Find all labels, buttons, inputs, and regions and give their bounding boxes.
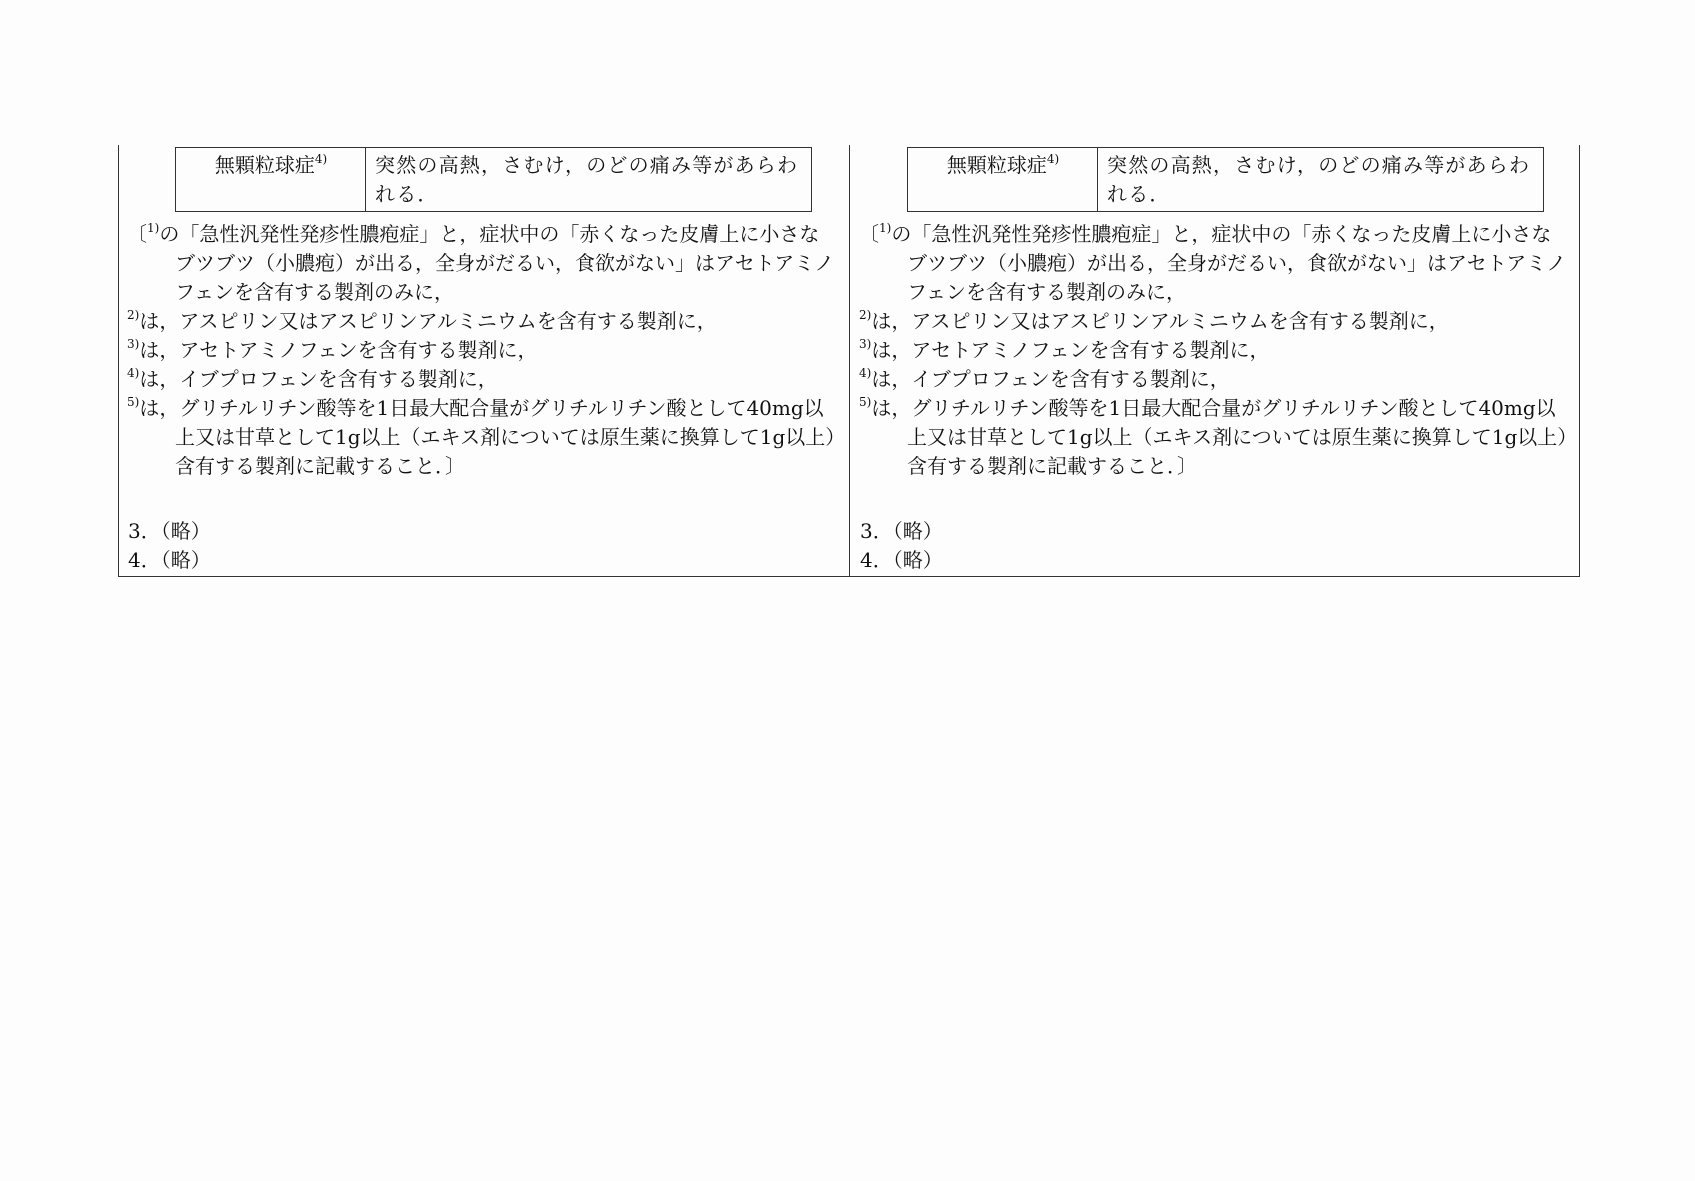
- note-4: [127, 365, 839, 394]
- section-list: [128, 517, 211, 575]
- symptom-table: [907, 147, 1544, 212]
- note-2: [859, 307, 1571, 336]
- note-text: は，グリチルリチン酸等を1日最大配合量がグリチルリチン酸として40mg以上又は甘草として1g以上（エキス剤については原生薬に換算して1g以上）含有する製剤に記載すること．〕: [871, 396, 1568, 478]
- footnote-ref: 3): [127, 337, 140, 351]
- section-3: 3．（略）: [860, 519, 943, 543]
- table-row: [908, 148, 1544, 212]
- symptom-description: 突然の高熱，さむけ，のどの痛み等があらわれる．: [1098, 148, 1544, 212]
- footnotes: [859, 220, 1571, 481]
- footnote-ref: 4): [859, 366, 872, 380]
- note-text: は，アセトアミノフェンを含有する製剤に，: [139, 338, 538, 362]
- section-list: [860, 517, 943, 575]
- open-bracket: 〔: [859, 222, 879, 246]
- note-1: [859, 220, 1571, 307]
- footnote-ref: 2): [127, 308, 140, 322]
- note-1: [127, 220, 839, 307]
- left-column: [118, 145, 849, 577]
- section-3: 3．（略）: [128, 519, 211, 543]
- section-4: 4．（略）: [128, 548, 211, 572]
- footnote-ref: 1): [879, 221, 892, 235]
- note-2: [127, 307, 839, 336]
- symptom-table: [175, 147, 812, 212]
- note-text: は，イブプロフェンを含有する製剤に，: [139, 367, 498, 391]
- note-text: は，グリチルリチン酸等を1日最大配合量がグリチルリチン酸として40mg以上又は甘草として1g以上（エキス剤については原生薬に換算して1g以上）含有する製剤に記載すること．〕: [139, 396, 836, 478]
- note-text: は，アスピリン又はアスピリンアルミニウムを含有する製剤に，: [139, 309, 717, 333]
- table-row: [176, 148, 812, 212]
- footnote-ref: 4): [127, 366, 140, 380]
- footnotes: [127, 220, 839, 481]
- right-column: [849, 145, 1580, 577]
- section-4: 4．（略）: [860, 548, 943, 572]
- footnote-ref: 5): [859, 395, 872, 409]
- symptom-name-cell: [908, 148, 1098, 212]
- footnote-ref: 1): [147, 221, 160, 235]
- symptom-name: 無顆粒球症: [946, 153, 1047, 177]
- footnote-ref: 5): [127, 395, 140, 409]
- symptom-name: 無顆粒球症: [214, 153, 315, 177]
- note-text: の「急性汎発性発疹性膿疱症」と，症状中の「赤くなった皮膚上に小さなブツブツ（小膿疱）が出る，全身がだるい，食欲がない」はアセトアミノフェンを含有する製剤のみに，: [891, 222, 1567, 304]
- note-5: [127, 394, 839, 481]
- symptom-name-cell: [176, 148, 366, 212]
- note-text: は，アセトアミノフェンを含有する製剤に，: [871, 338, 1270, 362]
- footnote-ref: 4): [1046, 152, 1060, 166]
- footnote-ref: 4): [314, 152, 328, 166]
- note-4: [859, 365, 1571, 394]
- note-3: [859, 336, 1571, 365]
- note-text: は，イブプロフェンを含有する製剤に，: [871, 367, 1230, 391]
- symptom-description: 突然の高熱，さむけ，のどの痛み等があらわれる．: [366, 148, 812, 212]
- note-text: は，アスピリン又はアスピリンアルミニウムを含有する製剤に，: [871, 309, 1449, 333]
- footnote-ref: 2): [859, 308, 872, 322]
- note-text: の「急性汎発性発疹性膿疱症」と，症状中の「赤くなった皮膚上に小さなブツブツ（小膿疱）が出る，全身がだるい，食欲がない」はアセトアミノフェンを含有する製剤のみに，: [159, 222, 835, 304]
- open-bracket: 〔: [127, 222, 147, 246]
- note-3: [127, 336, 839, 365]
- footnote-ref: 3): [859, 337, 872, 351]
- note-5: [859, 394, 1571, 481]
